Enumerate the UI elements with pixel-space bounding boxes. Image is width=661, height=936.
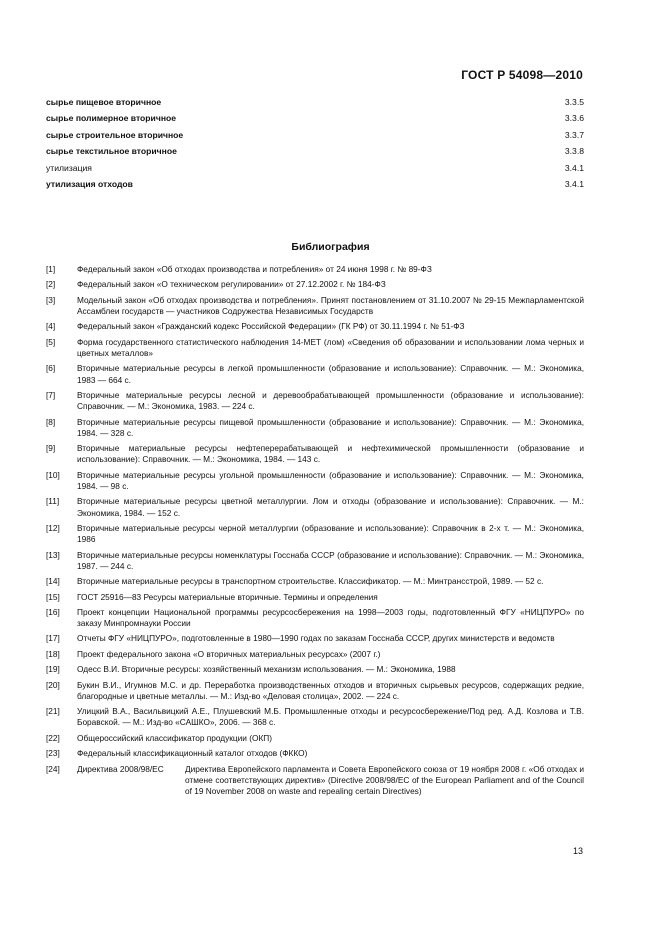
bibliography-number: [15] bbox=[46, 591, 60, 602]
bibliography-text: Вторичные материальные ресурсы нефтеперерабатывающей и нефтехимической промышленности (образование и использование): Справочник. — М.: Экономика, 1984. — 143 с. bbox=[77, 443, 584, 465]
bibliography-number: [24] bbox=[46, 763, 60, 774]
bibliography-number: [5] bbox=[46, 336, 56, 347]
bibliography-item bbox=[46, 264, 584, 275]
bibliography-code: Директива 2008/98/ЕС bbox=[77, 763, 164, 774]
bibliography-number: [2] bbox=[46, 279, 56, 290]
bibliography-item bbox=[46, 748, 584, 759]
bibliography-text: Вторичные материальные ресурсы в транспортном строительстве. Классификатор. — М.: Минтрансстрой, 1989. — 52 с. bbox=[77, 576, 544, 587]
bibliography-text: Вторичные материальные ресурсы цветной металлургии. Лом и отходы (образование и использование): Справочник. — М.: Экономика, 1984. — 152 с. bbox=[77, 496, 584, 518]
bibliography-item bbox=[46, 321, 584, 332]
index-row bbox=[46, 160, 584, 176]
bibliography-text: Вторичные материальные ресурсы пищевой промышленности (образование и использование): Справочник. — М.: Экономика, 1984. — 328 с. bbox=[77, 416, 584, 438]
bibliography-text: Федеральный закон «О техническом регулировании» от 27.12.2002 г. № 184-ФЗ bbox=[77, 279, 386, 290]
bibliography-item bbox=[46, 706, 584, 728]
index-term: утилизация bbox=[46, 162, 92, 173]
bibliography-text: Вторичные материальные ресурсы в легкой промышленности (образование и использование): Справочник. — М.: Экономика, 1983 — 664 с. bbox=[77, 363, 584, 385]
index-term: сырье полимерное вторичное bbox=[46, 113, 177, 124]
bibliography-number: [4] bbox=[46, 321, 56, 332]
bibliography-number: [22] bbox=[46, 732, 60, 743]
bibliography-item bbox=[46, 576, 584, 587]
bibliography-text: Директива Европейского парламента и Совета Европейского союза от 19 ноября 2008 г. «Об отходах и отмене соответствующих директив» (Directive 2008/98/EC of the European Parliament and of the Council of 19 November 2008 on waste and repealing certain Directives) bbox=[185, 763, 584, 797]
bibliography-number: [6] bbox=[46, 363, 56, 374]
bibliography-item bbox=[46, 363, 584, 385]
bibliography-text: Проект концепции Национальной программы ресурсосбережения на 1998—2003 годы, подготовленный ФГУ «НИЦПУРО» по заказу Минпромнауки России bbox=[77, 606, 584, 629]
index-number: 3.3.6 bbox=[564, 113, 584, 124]
bibliography-text: Вторичные материальные ресурсы лесной и деревообрабатывающей промышленности (образование и использование): Справочник. — М.: Экономика, 1983. — 224 с. bbox=[77, 389, 584, 412]
bibliography-item bbox=[46, 496, 584, 518]
bibliography-number: [7] bbox=[46, 389, 56, 400]
index-number: 3.3.7 bbox=[564, 129, 584, 140]
bibliography-number: [1] bbox=[46, 264, 56, 274]
bibliography-number: [8] bbox=[46, 416, 56, 427]
index-row bbox=[46, 176, 584, 192]
bibliography-number: [11] bbox=[46, 496, 60, 507]
bibliography-text: Вторичные материальные ресурсы черной металлургии (образование и использование): Справочник в 2-х т. — М.: Экономика, 1986 bbox=[77, 522, 584, 545]
bibliography-number: [21] bbox=[46, 706, 60, 717]
bibliography-item bbox=[46, 649, 584, 660]
bibliography-text: Улицкий В.А., Васильвицкий А.Е., Плушевский М.Б. Промышленные отходы и ресурсосбережение/Под ред. А.Д. Козлова и Т.В. Боравской. — М.: Изд-во «САШКО», 2006. — 368 с. bbox=[77, 706, 584, 728]
bibliography-item bbox=[46, 443, 584, 465]
bibliography-number: [12] bbox=[46, 522, 60, 533]
bibliography-item bbox=[46, 470, 584, 492]
bibliography-text: Отчеты ФГУ «НИЦПУРО», подготовленные в 1980—1990 годах по заказам Госснаба СССР, других министерств и ведомств bbox=[77, 633, 555, 644]
bibliography-number: [13] bbox=[46, 549, 60, 560]
bibliography-item bbox=[46, 550, 584, 572]
bibliography-text: Федеральный классификационный каталог отходов (ФККО) bbox=[77, 748, 308, 759]
index-term: утилизация отходов bbox=[46, 178, 133, 189]
bibliography-text: Вторичные материальные ресурсы номенклатуры Госснаба СССР (образование и использование): Справочник. — М.: Экономика, 1987. — 244 с. bbox=[77, 549, 584, 571]
bibliography-number: [20] bbox=[46, 679, 60, 690]
bibliography-text: ГОСТ 25916—83 Ресурсы материальные вторичные. Термины и определения bbox=[77, 591, 378, 602]
bibliography-item bbox=[46, 523, 584, 545]
bibliography-item bbox=[46, 279, 584, 290]
bibliography-item bbox=[46, 295, 584, 317]
bibliography-item bbox=[46, 764, 584, 798]
bibliography-number: [16] bbox=[46, 606, 60, 617]
bibliography-text: Букин В.И., Игумнов М.С. и др. Переработка производственных отходов и вторичных сырьевых ресурсов, содержащих редкие, благородные и цветные металлы. — М.: Изд-во «Деловая столица», 2002. — 224 с. bbox=[77, 679, 584, 701]
bibliography-text: Модельный закон «Об отходах производства и потребления». Принят постановлением от 31.10.2007 № 29-15 Межпарламентской Ассамблеи государств — участников Содружества Независимых Государств bbox=[77, 294, 584, 316]
bibliography-text: Одесс В.И. Вторичные ресурсы: хозяйственный механизм использования. — М.: Экономика, 1988 bbox=[77, 664, 456, 675]
bibliography-number: [10] bbox=[46, 469, 60, 480]
bibliography-number: [19] bbox=[46, 664, 60, 675]
index-number: 3.3.5 bbox=[564, 97, 584, 107]
index-row bbox=[46, 127, 584, 143]
bibliography-item bbox=[46, 607, 584, 629]
index-row bbox=[46, 94, 584, 110]
index-number: 3.4.1 bbox=[564, 162, 584, 173]
bibliography-item bbox=[46, 592, 584, 603]
index-term: сырье строительное вторичное bbox=[46, 129, 184, 140]
bibliography-number: [23] bbox=[46, 748, 60, 759]
bibliography-item bbox=[46, 633, 584, 644]
index-row bbox=[46, 143, 584, 159]
term-index bbox=[46, 94, 584, 192]
index-number: 3.4.1 bbox=[564, 178, 584, 189]
bibliography-text: Общероссийский классификатор продукции (ОКП) bbox=[77, 732, 273, 743]
bibliography-number: [17] bbox=[46, 633, 60, 644]
index-number: 3.3.8 bbox=[564, 146, 584, 157]
bibliography-item bbox=[46, 337, 584, 359]
index-term: сырье текстильное вторичное bbox=[46, 146, 177, 157]
bibliography-item bbox=[46, 733, 584, 744]
bibliography-number: [14] bbox=[46, 576, 60, 587]
page-number: 13 bbox=[572, 846, 583, 856]
bibliography-title: Библиография bbox=[291, 241, 370, 253]
bibliography-text: Форма государственного статистического наблюдения 14-МЕТ (лом) «Сведения об образовании и использовании лома черных и цветных металлов» bbox=[77, 336, 584, 358]
bibliography-number: [9] bbox=[46, 443, 56, 454]
index-row bbox=[46, 110, 584, 126]
bibliography-item bbox=[46, 390, 584, 412]
bibliography-number: [18] bbox=[46, 648, 60, 659]
bibliography-list bbox=[46, 264, 584, 801]
bibliography-text: Федеральный закон «Гражданский кодекс Российской Федерации» (ГК РФ) от 30.11.1994 г. № 51-ФЗ bbox=[77, 321, 465, 332]
bibliography-number: [3] bbox=[46, 294, 56, 305]
bibliography-text: Проект федерального закона «О вторичных материальных ресурсах» (2007 г.) bbox=[77, 648, 381, 659]
bibliography-text: Федеральный закон «Об отходах производства и потребления» от 24 июня 1998 г. № 89-ФЗ bbox=[77, 264, 432, 274]
index-term: сырье пищевое вторичное bbox=[46, 97, 162, 107]
bibliography-item bbox=[46, 680, 584, 702]
bibliography-item bbox=[46, 664, 584, 675]
bibliography-item bbox=[46, 417, 584, 439]
bibliography-text: Вторичные материальные ресурсы угольной промышленности (образование и использование): Справочник. — М.: Экономика, 1984. — 98 с. bbox=[77, 469, 584, 491]
document-code: ГОСТ Р 54098—2010 bbox=[461, 68, 583, 82]
